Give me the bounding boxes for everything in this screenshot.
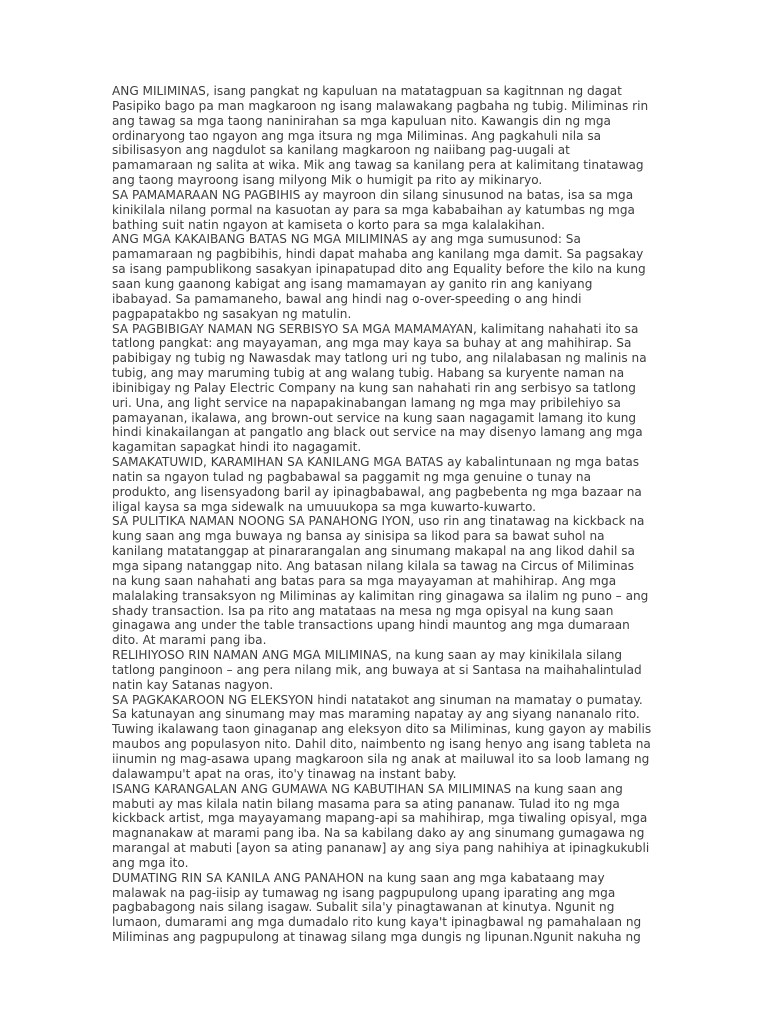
paragraph-pulitika: SA PULITIKA NAMAN NOONG SA PANAHONG IYON, uso rin ang tinatawag na kickback na kung saan ang mga buwaya ng bansa ay sinisipa sa likod para sa bawat suhol na kanilang matatanggap at pinararangalan ang sinumang makapal na ang likod dahil sa mga sipang natanggap nito. Ang batasan nilang kilala sa tawag na Circus of Miliminas na kung saan nahahati ang batas para sa mga mayayaman at mahihirap. Ang mga malalaking transaksyon ng Miliminas ay kalimitan ring ginagawa sa ilalim ng puno – ang shady transaction. Isa pa rito ang matataas na mesa ng mga opisyal na kung saan ginagawa ang under the table transactions upang hindi mauntog ang mga dumaraan dito. At marami pang iba.	[112, 514, 649, 648]
paragraph-dumating: DUMATING RIN SA KANILA ANG PANAHON na kung saan ang mga kabataang may malawak na pag-iisip ay tumawag ng isang pagpupulong upang iparating ang mga pagbabagong nais silang isagaw. Subalit sila'y pinagtawanan at kinutya. Ngunit ng lumaon, dumarami ang mga dumadalo rito kung kaya't ipinagbawal ng pamahalaan ng Miliminas ang pagpupulong at tinawag silang mga dungis ng lipunan.Ngunit nakuha ng	[112, 870, 642, 945]
paragraph-pagbihis: SA PAMAMARAAN NG PAGBIHIS ay mayroon din silang sinusunod na batas, isa sa mga kinikilala nilang pormal na kasuotan ay para sa mga kababaihan ay katumbas ng mga bathing suit natin ngayon at kamiseta o korto para sa mga kalalakihan.	[112, 187, 635, 232]
paragraph-miliminas-intro: ANG MILIMINAS, isang pangkat ng kapuluan na matatagpuan sa kagitnnan ng dagat Pasipiko bago pa man magkaroon ng isang malawakang pagbaha ng tubig. Miliminas rin ang tawag sa mga taong naninirahan sa mga kapuluan nito. Kawangis din ng mga ordinaryong tao ngayon ang mga itsura ng mga Miliminas. Ang pagkahuli nila sa sibilisasyon ang nagdulot sa kanilang magkaroon ng naiibang pag-uugali at pamamaraan ng salita at wika. Mik ang tawag sa kanilang pera at kalimitang tinatawag ang taong mayroong isang milyong Mik o humigit pa rito ay mikinaryo.	[112, 84, 649, 188]
paragraph-eleksyon: SA PAGKAKAROON NG ELEKSYON hindi natatakot ang sinuman na mamatay o pumatay. Sa katunayan ang sinumang may mas maraming napatay ay ang siyang nananalo rito. Tuwing ikalawang taon ginaganap ang eleksyon dito sa Miliminas, kung gayon ay mabilis maubos ang populasyon nito. Dahil dito, naimbento ng isang henyo ang isang tableta na iinumin ng mag-asawa upang magkaroon sila ng anak at mailuwal ito sa loob lamang ng dalawampu't apat na oras, ito'y tinawag na instant baby.	[112, 692, 652, 781]
paragraph-karangalan: ISANG KARANGALAN ANG GUMAWA NG KABUTIHAN SA MILIMINAS na kung saan ang mabuti ay mas kilala natin bilang masama para sa ating pananaw. Tulad ito ng mga kickback artist, mga mayayamang mapang-api sa mahihirap, mga tiwaling opisyal, mga magnanakaw at marami pang iba. Na sa kabilang dako ay ang sinumang gumagawa ng marangal at mabuti [ayon sa ating pananaw] ay ang siya pang nahihiya at ipinagkukubli ang mga ito.	[112, 781, 650, 870]
paragraph-serbisyo: SA PAGBIBIGAY NAMAN NG SERBISYO SA MGA MAMAMAYAN, kalimitang nahahati ito sa tatlong pangkat: ang mayayaman, ang mga may kaya sa buhay at ang mahihirap. Sa pabibigay ng tubig ng Nawasdak may tatlong uri ng tubo, ang nilalabasan ng malinis na tubig, ang may maruming tubig at ang walang tubig. Habang sa kuryente naman na ibinibigay ng Palay Electric Company na kung san nahahati rin ang serbisyo sa tatlong uri. Una, ang light service na napapakinabangan lamang ng mga may pribilehiyo sa pamayanan, ikalawa, ang brown-out service na kung saan nagagamit lamang ito kung hindi kinakailangan at pangatlo ang black out service na may disenyo lamang ang mga kagamitan sapagkat hindi ito nagagamit.	[112, 321, 647, 455]
paragraph-relihiyoso: RELIHIYOSO RIN NAMAN ANG MGA MILIMINAS, na kung saan ay may kinikilala silang tatlong panginoon – ang pera nilang mik, ang buwaya at si Santasa na maihahalintulad natin kay Satanas nagyon.	[112, 648, 642, 692]
paragraph-kakaibang-batas: ANG MGA KAKAIBANG BATAS NG MGA MILIMINAS ay ang mga sumusunod: Sa pamamaraan ng pagbibihis, hindi dapat mahaba ang kanilang mga damit. Sa pagsakay sa isang pampublikong sasakyan ipinapatupad dito ang Equality before the kilo na kung saan kung gaanong kabigat ang isang mamamayan ay ganito rin ang kaniyang ibabayad. Sa pamamaneho, bawal ang hindi nag o-over-speeding o ang hindi pagpapatakbo ng sasakyan ng matulin.	[112, 232, 646, 321]
paragraph-samakatuwid: SAMAKATUWID, KARAMIHAN SA KANILANG MGA BATAS ay kabalintunaan ng mga batas natin sa ngayon tulad ng pagbabawal sa paggamit ng mga genuine o tunay na produkto, ang lisensyadong baril ay ipinagbabawal, ang pagbebenta ng mga bazaar na iligal kaysa sa mga sidewalk na umuuukopa sa mga kuwarto-kuwarto.	[112, 455, 642, 514]
document-body	[112, 84, 652, 945]
